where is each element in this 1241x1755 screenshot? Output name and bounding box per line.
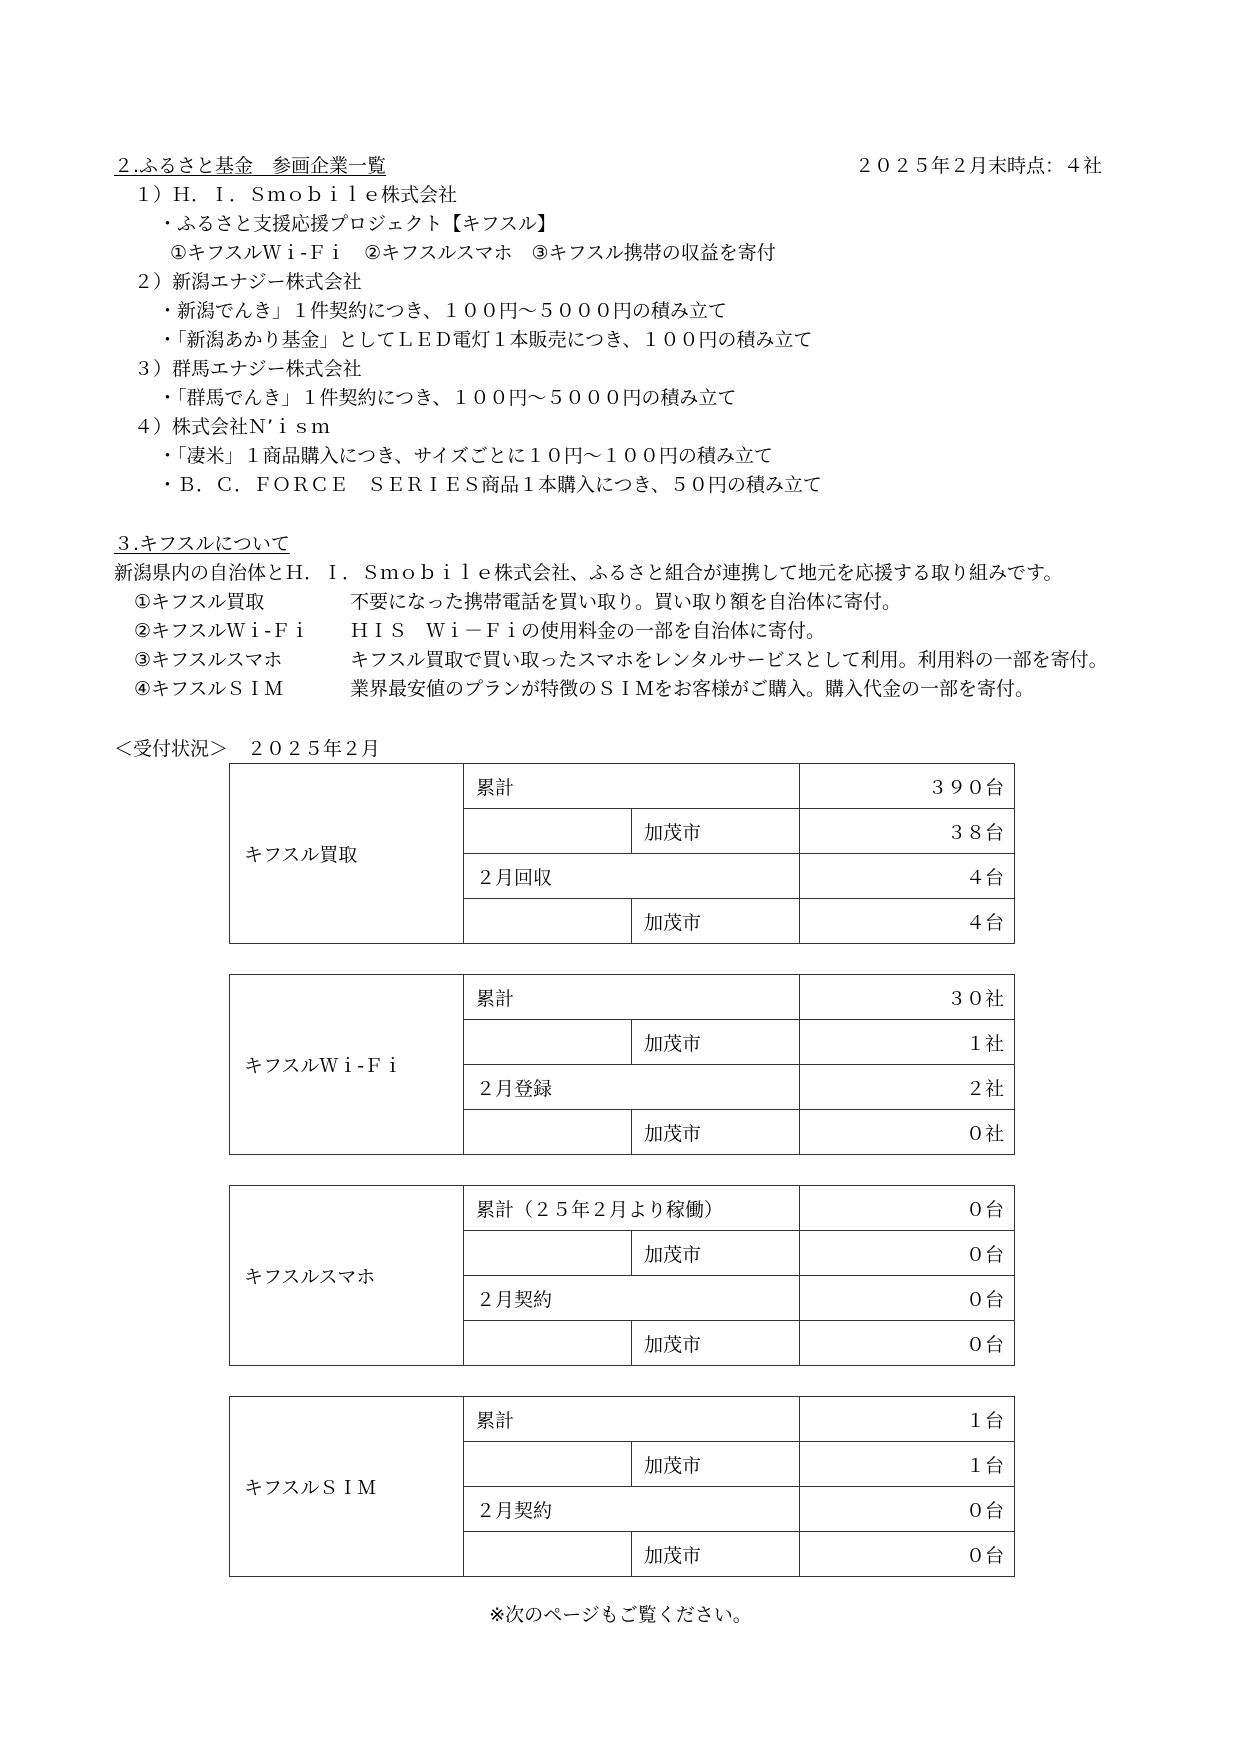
total-value: １台: [800, 1397, 1015, 1442]
company-4-detail-1: ・「凄米」１商品購入につき、サイズごとに１０円～１００円の積み立て: [158, 445, 773, 467]
sub-value: ０台: [800, 1321, 1015, 1366]
category-label: キフスルＷｉ-Ｆｉ: [230, 975, 464, 1155]
company-4-detail-2: ・Ｂ．Ｃ．ＦＯＲＣＥ ＳＥＲＩＥＳ商品１本購入につき、５０円の積み立て: [158, 474, 822, 496]
sub-label: 加茂市: [632, 1321, 800, 1366]
sub-label: 加茂市: [632, 809, 800, 854]
category-label: キフスル買取: [230, 764, 464, 944]
total-value: ０台: [800, 1186, 1015, 1231]
company-1: １）Ｈ．Ｉ．Ｓｍｏｂｉｌｅ株式会社: [134, 184, 458, 206]
sub-label: 加茂市: [632, 1532, 800, 1577]
reception-heading: ＜受付状況＞ ２０２５年２月: [114, 738, 381, 760]
service-desc: 業界最安値のプランが特徴のＳＩＭをお客様がご購入。購入代金の一部を寄付。: [350, 678, 1035, 700]
indent-cell: [464, 1231, 632, 1276]
as-of-date: ２０２５年２月末時点：４社: [855, 155, 1103, 177]
month-value: ４台: [800, 854, 1015, 899]
service-desc: 不要になった携帯電話を買い取り。買い取り額を自治体に寄付。: [350, 591, 902, 613]
category-label: キフスルスマホ: [230, 1186, 464, 1366]
reception-table-sim: [229, 1396, 1015, 1577]
reception-table-smartphone: [229, 1185, 1015, 1366]
month-label: ２月契約: [464, 1487, 800, 1532]
month-label: ２月登録: [464, 1065, 800, 1110]
month-label: ２月契約: [464, 1276, 800, 1321]
company-2-detail-1: ・新潟でんき」１件契約につき、１００円～５０００円の積み立て: [158, 300, 727, 322]
indent-cell: [464, 1532, 632, 1577]
category-label: キフスルＳＩＭ: [230, 1397, 464, 1577]
company-4: ４）株式会社Ｎ’ｉｓｍ: [134, 416, 331, 438]
month-value: ０台: [800, 1276, 1015, 1321]
company-3: ３）群馬エナジー株式会社: [134, 358, 362, 380]
service-desc: キフスル買取で買い取ったスマホをレンタルサービスとして利用。利用料の一部を寄付。: [350, 649, 1108, 671]
sub-label: 加茂市: [632, 1442, 800, 1487]
service-desc: ＨＩＳ Ｗｉ－Ｆｉの使用料金の一部を自治体に寄付。: [350, 620, 826, 642]
company-2: ２）新潟エナジー株式会社: [134, 271, 362, 293]
service-name: ②キフスルＷｉ-Ｆｉ: [134, 620, 310, 642]
sub-label: 加茂市: [632, 1231, 800, 1276]
indent-cell: [464, 809, 632, 854]
total-value: ３９０台: [800, 764, 1015, 809]
indent-cell: [464, 1110, 632, 1155]
total-value: ３０社: [800, 975, 1015, 1020]
company-1-detail: ①キフスルＷｉ-Ｆｉ ②キフスルスマホ ③キフスル携帯の収益を寄付: [170, 242, 776, 264]
sub-value: ４台: [800, 899, 1015, 944]
sub-label: 加茂市: [632, 1020, 800, 1065]
sub-value: ０台: [800, 1532, 1015, 1577]
sub-value: ０台: [800, 1231, 1015, 1276]
total-label: 累計（２５年２月より稼働）: [464, 1186, 800, 1231]
total-label: 累計: [464, 975, 800, 1020]
sub-value: ０社: [800, 1110, 1015, 1155]
service-name: ④キフスルＳＩＭ: [134, 678, 284, 700]
sub-value: ３８台: [800, 809, 1015, 854]
reception-table-wifi: [229, 974, 1015, 1155]
indent-cell: [464, 899, 632, 944]
company-1-project: ・ふるさと支援応援プロジェクト【キフスル】: [158, 213, 556, 235]
month-value: ２社: [800, 1065, 1015, 1110]
section2-heading: ２.ふるさと基金 参画企業一覧: [114, 155, 387, 177]
total-label: 累計: [464, 764, 800, 809]
indent-cell: [464, 1442, 632, 1487]
company-2-detail-2: ・「新潟あかり基金」としてＬＥＤ電灯１本販売につき、１００円の積み立て: [158, 329, 813, 351]
section3-intro: 新潟県内の自治体とＨ．Ｉ．Ｓｍｏｂｉｌｅ株式会社、ふるさと組合が連携して地元を応援する取り組みです。: [114, 562, 1063, 584]
sub-value: １台: [800, 1442, 1015, 1487]
next-page-note: ※次のページもご覧ください。: [489, 1604, 752, 1626]
service-name: ③キフスルスマホ: [134, 649, 283, 671]
company-3-detail: ・「群馬でんき」１件契約につき、１００円～５０００円の積み立て: [158, 387, 737, 409]
month-value: ０台: [800, 1487, 1015, 1532]
sub-value: １社: [800, 1020, 1015, 1065]
sub-label: 加茂市: [632, 899, 800, 944]
indent-cell: [464, 1321, 632, 1366]
service-name: ①キフスル買取: [134, 591, 265, 613]
total-label: 累計: [464, 1397, 800, 1442]
sub-label: 加茂市: [632, 1110, 800, 1155]
indent-cell: [464, 1020, 632, 1065]
section3-heading: ３.キフスルについて: [114, 533, 290, 555]
month-label: ２月回収: [464, 854, 800, 899]
reception-table-kaitori: [229, 763, 1015, 944]
